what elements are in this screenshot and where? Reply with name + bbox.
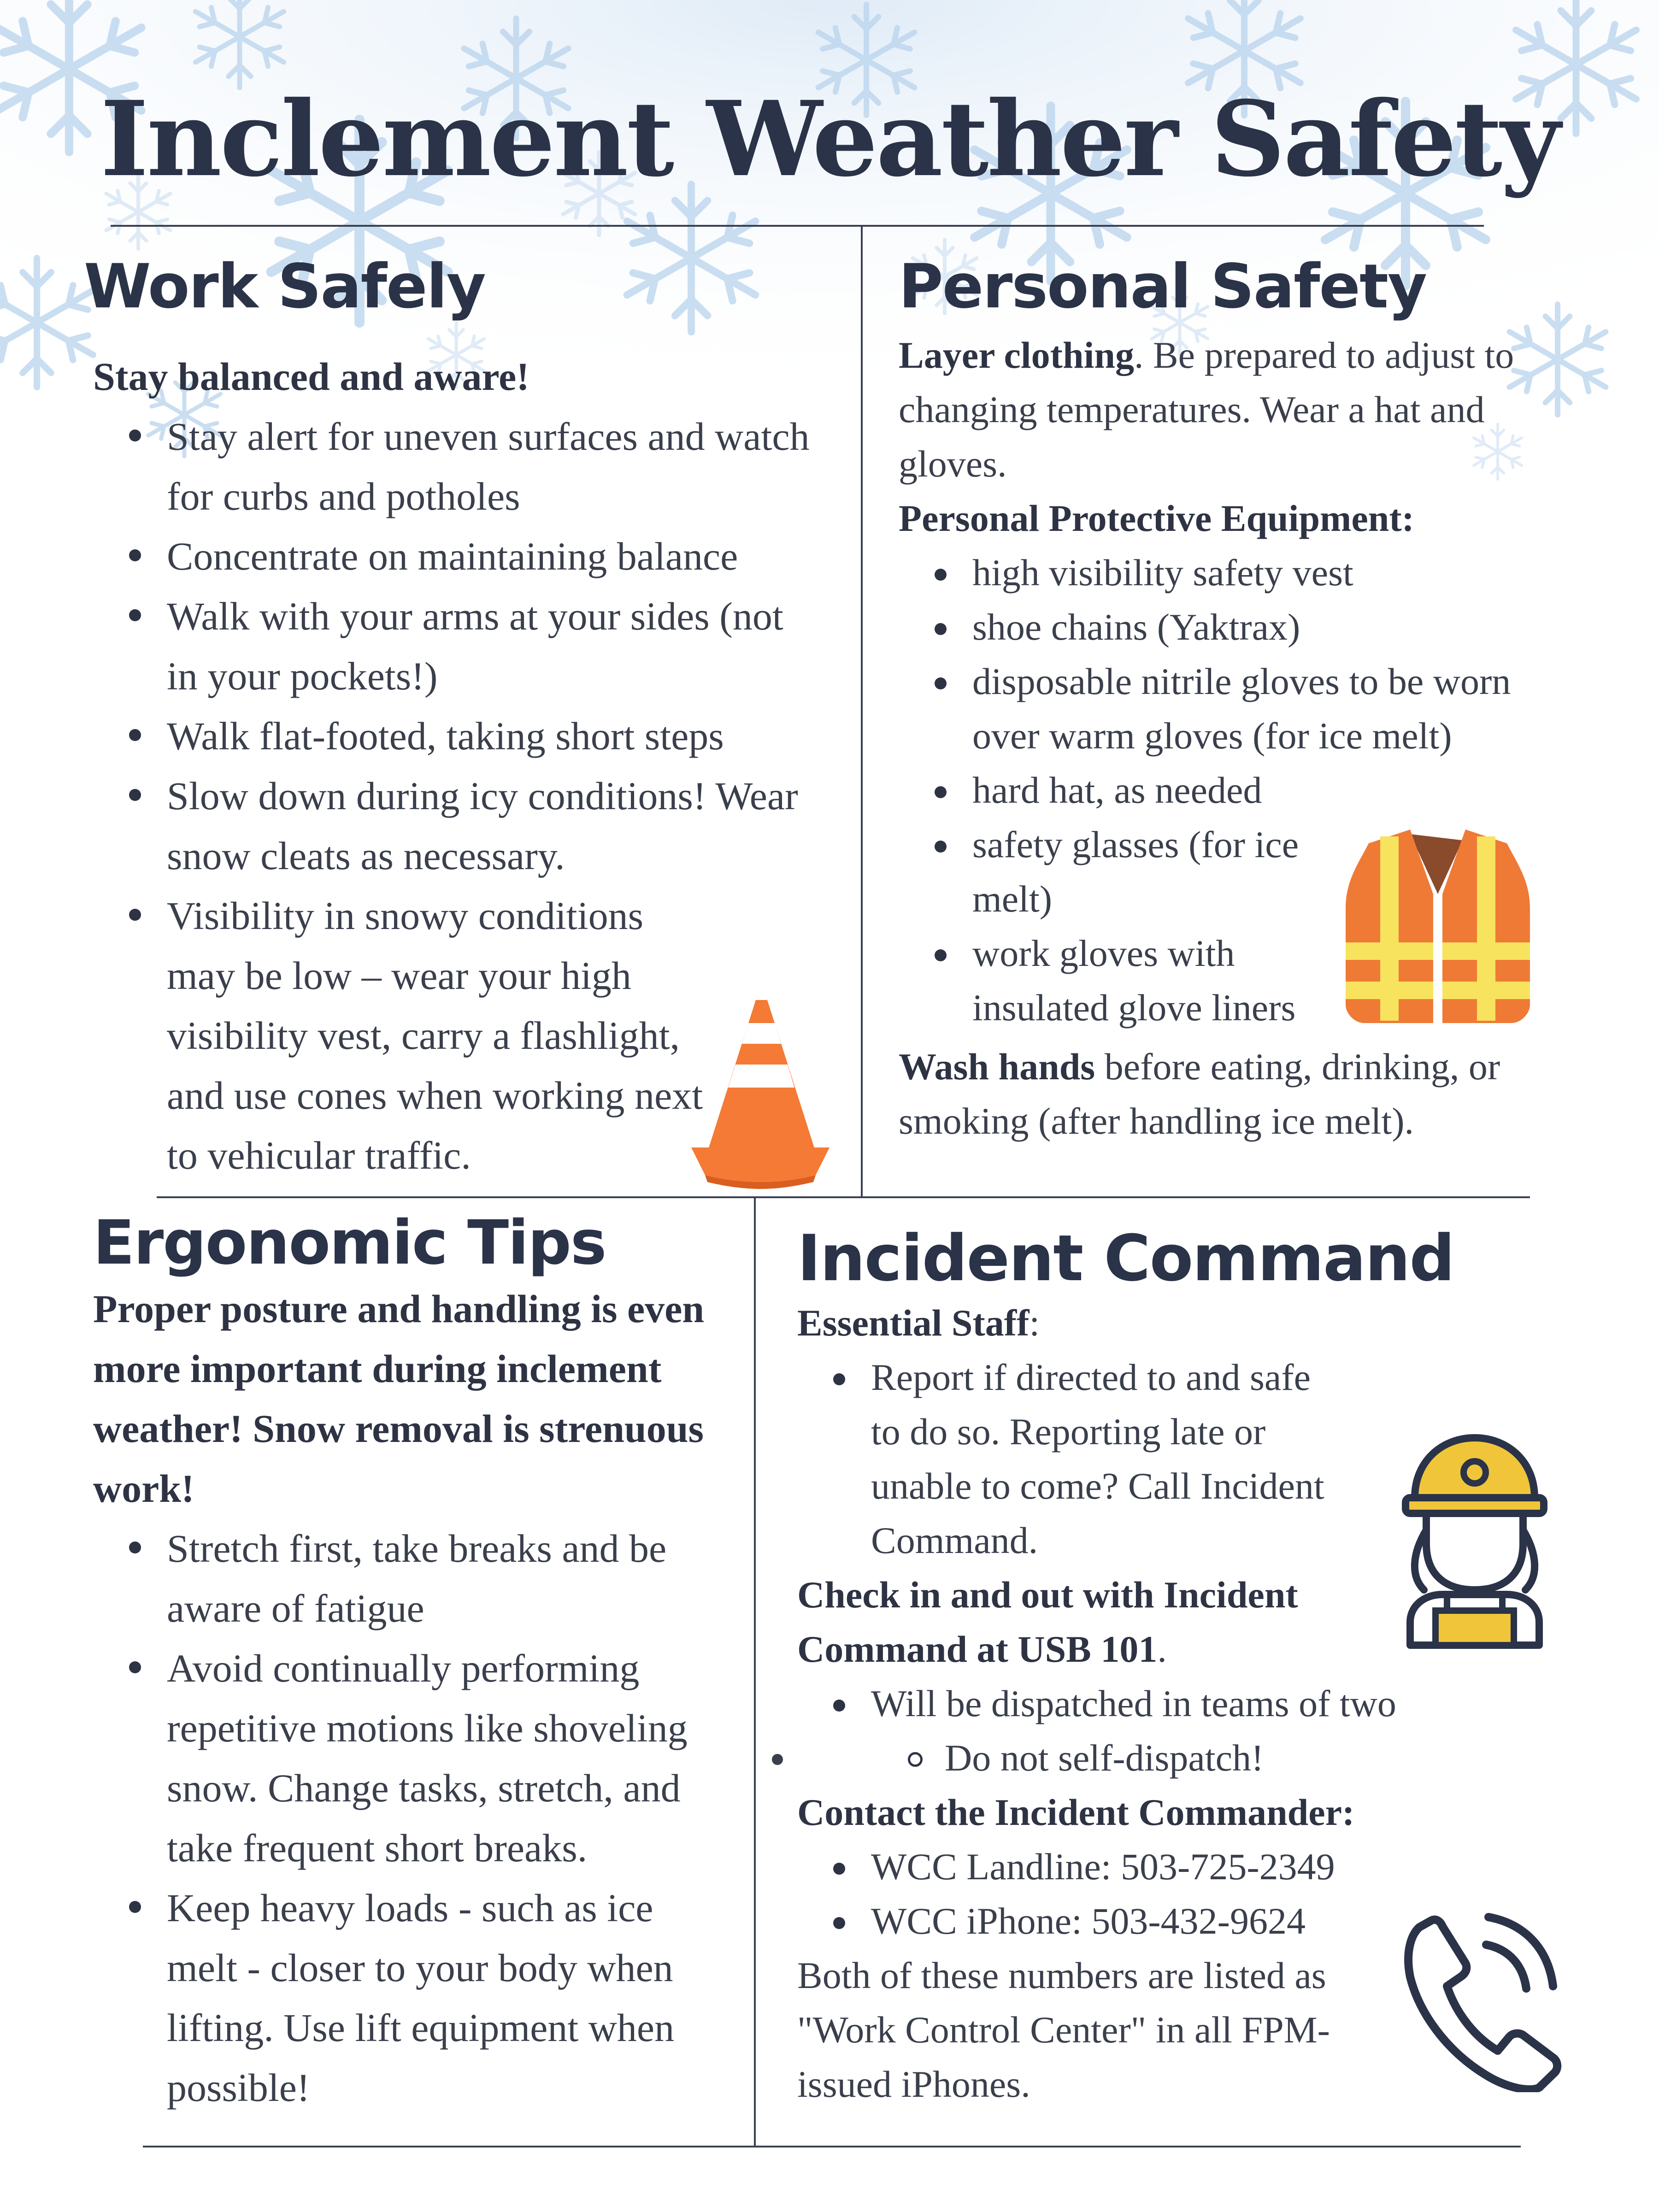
list-item: Walk with your arms at your sides (not in your pockets!) <box>93 586 812 706</box>
incident-command-heading: Incident Command <box>797 1221 1454 1295</box>
layer-clothing-detail: . Be prepared to adjust to changing temperatures. Wear a hat and gloves. <box>899 334 1514 485</box>
list-item: Stay alert for uneven surfaces and watch for curbs and potholes <box>93 406 812 526</box>
contact-label: Contact the Incident Commander: <box>797 1791 1355 1833</box>
layer-clothing-text <box>899 328 1553 491</box>
checkin-list <box>797 1677 1479 1731</box>
list-item: Avoid continually performing repetitive motions like shoveling snow. Change tasks, stretch, and take frequent short breaks. <box>93 1638 738 1878</box>
list-item: • Do not self-dispatch! <box>797 1731 1479 1785</box>
checkin-text <box>797 1568 1350 1677</box>
list-item: Concentrate on maintaining balance <box>93 526 812 586</box>
wash-hands-label: Wash hands <box>899 1046 1095 1088</box>
bottom-divider <box>143 2146 1521 2147</box>
work-safely-intro: Stay balanced and aware! <box>93 354 529 399</box>
checkin-label: Check in and out with Incident Command at USB 101 <box>797 1574 1298 1670</box>
incident-command-section <box>797 1296 1479 2112</box>
essential-list <box>797 1350 1479 1568</box>
personal-safety-heading: Personal Safety <box>899 251 1427 322</box>
checkin-sublist <box>797 1731 1479 1785</box>
wash-hands-text <box>899 1040 1553 1148</box>
contact-list <box>797 1840 1479 1948</box>
traffic-cone-icon <box>687 995 834 1189</box>
list-item: work gloves with insulated glove liners <box>899 926 1341 1035</box>
list-item: Slow down during icy conditions! Wear snow cleats as necessary. <box>93 766 812 886</box>
contact-footer: Both of these numbers are listed as "Work Control Center" in all FPM-issued iPhones. <box>797 1954 1330 2105</box>
ergonomic-section <box>93 1279 738 2118</box>
list-item: high visibility safety vest <box>899 546 1553 600</box>
list-item: shoe chains (Yaktrax) <box>899 600 1553 654</box>
wash-hands-detail: before eating, drinking, or smoking (after handling ice melt). <box>899 1046 1500 1142</box>
list-item: disposable nitrile gloves to be worn over warm gloves (for ice melt) <box>899 654 1544 763</box>
ergonomic-heading: Ergonomic Tips <box>93 1207 606 1278</box>
ergonomic-list <box>93 1518 738 2118</box>
list-item: Report if directed to and safe to do so. Reporting late or unable to come? Call Incident Command. <box>797 1350 1332 1568</box>
list-item: WCC Landline: 503-725-2349 <box>797 1840 1479 1894</box>
essential-staff-label <box>797 1296 1479 1350</box>
list-item: Keep heavy loads - such as ice melt - closer to your body when lifting. Use lift equipment when possible! <box>93 1878 729 2118</box>
ergonomic-intro: Proper posture and handling is even more important during inclement weather! Snow removal is strenuous work! <box>93 1287 705 1511</box>
layer-clothing-label: Layer clothing <box>899 334 1134 376</box>
list-item: Walk flat-footed, taking short steps <box>93 706 812 766</box>
page-title: Inclement Weather Safety <box>100 78 1559 200</box>
work-safely-heading: Work Safely <box>84 251 485 322</box>
top-column-divider <box>861 227 863 1198</box>
middle-divider <box>157 1196 1530 1198</box>
essential-staff-text: Essential Staff <box>797 1302 1030 1344</box>
list-item: Visibility in snowy conditions may be low – wear your high visibility vest, carry a flashlight, and use cones when working next to vehicular traffic. <box>93 886 715 1185</box>
list-item: hard hat, as needed <box>899 763 1553 818</box>
list-item: safety glasses (for ice melt) <box>899 818 1313 926</box>
list-item: WCC iPhone: 503-432-9624 <box>797 1894 1479 1948</box>
list-item: Will be dispatched in teams of two <box>797 1677 1479 1731</box>
phone-icon <box>1392 1899 1567 2092</box>
safety-vest-icon <box>1341 825 1535 1028</box>
bottom-column-divider <box>754 1197 756 2147</box>
checkin-period: . <box>1157 1628 1167 1670</box>
worker-hardhat-icon <box>1392 1429 1558 1650</box>
title-divider <box>111 225 1484 227</box>
list-item: Stretch first, take breaks and be aware of fatigue <box>93 1518 729 1638</box>
essential-staff-colon: : <box>1029 1302 1040 1344</box>
ppe-label: Personal Protective Equipment: <box>899 497 1414 539</box>
